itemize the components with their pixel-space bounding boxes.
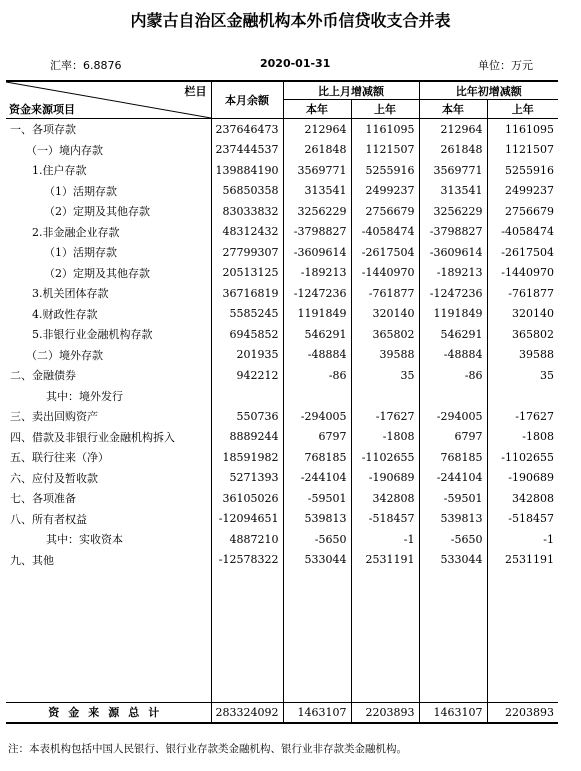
value-cell: -1102655	[487, 447, 558, 468]
value-cell: 6797	[283, 427, 351, 448]
unit-label: 单位：万元	[478, 59, 533, 72]
value-cell: -59501	[283, 488, 351, 509]
value-cell: 313541	[283, 181, 351, 202]
value-cell: -1440970	[351, 263, 419, 284]
table-row	[6, 345, 558, 366]
value-cell: -86	[283, 365, 351, 386]
table-row	[6, 468, 558, 489]
value-cell: -294005	[283, 406, 351, 427]
header-corner-bottom: 资金来源项目	[9, 103, 75, 116]
value-cell: 6797	[419, 427, 487, 448]
value-cell: 2499237	[351, 181, 419, 202]
header-group-year: 比年初增减额	[419, 81, 558, 100]
report-date: 2020-01-31	[260, 57, 331, 70]
value-cell: 2531191	[351, 550, 419, 571]
value-cell: 539813	[419, 509, 487, 530]
value-cell: 533044	[419, 550, 487, 571]
value-cell: 201935	[211, 345, 283, 366]
value-cell: -17627	[487, 406, 558, 427]
row-label: （2）定期及其他存款	[44, 205, 150, 219]
value-cell: -1808	[487, 427, 558, 448]
value-cell: 35	[487, 365, 558, 386]
table-row	[6, 427, 558, 448]
value-cell: -3609614	[283, 242, 351, 263]
value-cell: 768185	[419, 447, 487, 468]
row-label: 四、借款及非银行业金融机构拆入	[10, 430, 175, 444]
value-cell: 2756679	[351, 201, 419, 222]
value-cell: 212964	[419, 119, 487, 140]
value-cell: -189213	[419, 263, 487, 284]
row-label: （1）活期存款	[44, 246, 117, 260]
value-cell: 83033832	[211, 201, 283, 222]
value-cell: 3256229	[419, 201, 487, 222]
value-cell: 237646473	[211, 119, 283, 140]
value-cell: 313541	[419, 181, 487, 202]
value-cell: 1121507	[351, 140, 419, 161]
value-cell: -3798827	[283, 222, 351, 243]
value-cell	[419, 386, 487, 407]
value-cell: 342808	[487, 488, 558, 509]
row-label: 1.住户存款	[32, 164, 87, 178]
table-row	[6, 550, 558, 571]
value-cell: -190689	[351, 468, 419, 489]
header-this-year: 本年	[419, 100, 487, 119]
value-cell: 3256229	[283, 201, 351, 222]
value-cell: 2531191	[487, 550, 558, 571]
value-cell: 6945852	[211, 324, 283, 345]
value-cell: 539813	[283, 509, 351, 530]
value-cell: 5255916	[487, 160, 558, 181]
value-cell: -244104	[283, 468, 351, 489]
value-cell: -3609614	[419, 242, 487, 263]
value-cell: 261848	[419, 140, 487, 161]
value-cell: -1	[351, 529, 419, 550]
total-cell: 1463107	[283, 703, 351, 723]
table-row	[6, 509, 558, 530]
row-label: 3.机关团体存款	[32, 287, 109, 301]
value-cell: 320140	[487, 304, 558, 325]
value-cell: -12094651	[211, 509, 283, 530]
header-corner	[6, 81, 211, 119]
value-cell	[487, 386, 558, 407]
value-cell: 18591982	[211, 447, 283, 468]
credit-table	[6, 80, 558, 724]
value-cell: -5650	[419, 529, 487, 550]
value-cell: -761877	[487, 283, 558, 304]
value-cell: 365802	[487, 324, 558, 345]
value-cell: 942212	[211, 365, 283, 386]
value-cell: -17627	[351, 406, 419, 427]
row-label: 八、所有者权益	[10, 512, 87, 526]
header-corner-top: 栏目	[184, 85, 207, 98]
value-cell: -1	[487, 529, 558, 550]
value-cell: 20513125	[211, 263, 283, 284]
value-cell: 320140	[351, 304, 419, 325]
value-cell: -2617504	[351, 242, 419, 263]
value-cell: 550736	[211, 406, 283, 427]
header-last-year: 上年	[487, 100, 558, 119]
value-cell: -190689	[487, 468, 558, 489]
header-group-month: 比上月增减额	[283, 81, 419, 100]
table-row	[6, 201, 558, 222]
value-cell: 1161095	[487, 119, 558, 140]
value-cell	[351, 386, 419, 407]
value-cell: 2499237	[487, 181, 558, 202]
footnote: 注：本表机构包括中国人民银行、银行业存款类金融机构、银行业非存款类金融机构。	[8, 743, 407, 755]
table-row	[6, 181, 558, 202]
table-row	[6, 222, 558, 243]
value-cell: 3569771	[283, 160, 351, 181]
table-row	[6, 263, 558, 284]
table-row	[6, 447, 558, 468]
value-cell: -4058474	[351, 222, 419, 243]
value-cell: -1247236	[419, 283, 487, 304]
header-balance: 本月余额	[211, 81, 283, 119]
table-row	[6, 119, 558, 140]
table-row	[6, 529, 558, 550]
row-label: （1）活期存款	[44, 184, 117, 198]
value-cell: -1247236	[283, 283, 351, 304]
value-cell: 1161095	[351, 119, 419, 140]
row-label: 一、各项存款	[10, 123, 76, 137]
value-cell: 39588	[487, 345, 558, 366]
value-cell: -3798827	[419, 222, 487, 243]
value-cell: -59501	[419, 488, 487, 509]
table-body	[6, 119, 558, 571]
value-cell: 5585245	[211, 304, 283, 325]
row-label: 4.财政性存款	[32, 307, 98, 321]
value-cell: 56850358	[211, 181, 283, 202]
row-label: 其中：境外发行	[46, 389, 123, 403]
value-cell: 365802	[351, 324, 419, 345]
row-label: 七、各项准备	[10, 492, 76, 506]
value-cell: 768185	[283, 447, 351, 468]
value-cell: 39588	[351, 345, 419, 366]
value-cell: -518457	[487, 509, 558, 530]
value-cell: -189213	[283, 263, 351, 284]
value-cell: -1102655	[351, 447, 419, 468]
row-label: 其中：实收资本	[46, 533, 123, 547]
value-cell: 5271393	[211, 468, 283, 489]
value-cell: -48884	[419, 345, 487, 366]
value-cell: 27799307	[211, 242, 283, 263]
value-cell: 3569771	[419, 160, 487, 181]
total-cell: 2203893	[487, 703, 558, 723]
value-cell: 139884190	[211, 160, 283, 181]
value-cell: -1808	[351, 427, 419, 448]
table-row	[6, 386, 558, 407]
value-cell: -86	[419, 365, 487, 386]
value-cell: 1121507	[487, 140, 558, 161]
total-cell: 1463107	[419, 703, 487, 723]
value-cell: -244104	[419, 468, 487, 489]
exchange-rate: 汇率：6.8876	[50, 59, 122, 72]
table-row	[6, 242, 558, 263]
row-label: 2.非金融企业存款	[32, 225, 120, 239]
table-row	[6, 324, 558, 345]
value-cell: -12578322	[211, 550, 283, 571]
row-label: 三、卖出回购资产	[10, 410, 98, 424]
value-cell: 212964	[283, 119, 351, 140]
value-cell: -5650	[283, 529, 351, 550]
value-cell: -294005	[419, 406, 487, 427]
total-row	[6, 703, 558, 723]
row-label: （一）境内存款	[26, 143, 103, 157]
row-label: 5.非银行业金融机构存款	[32, 328, 153, 342]
value-cell: 546291	[283, 324, 351, 345]
report-title: 内蒙古自治区金融机构本外币信贷收支合并表	[130, 11, 451, 30]
table-row	[6, 160, 558, 181]
value-cell: -2617504	[487, 242, 558, 263]
row-label: （2）定期及其他存款	[44, 266, 150, 280]
total-label: 资金来源总计	[6, 703, 211, 723]
table-row	[6, 283, 558, 304]
value-cell: 2756679	[487, 201, 558, 222]
value-cell: -48884	[283, 345, 351, 366]
empty-space-row	[6, 570, 558, 703]
value-cell: 546291	[419, 324, 487, 345]
table-row	[6, 304, 558, 325]
row-label: 九、其他	[10, 553, 54, 567]
value-cell	[283, 386, 351, 407]
value-cell: 342808	[351, 488, 419, 509]
value-cell	[211, 386, 283, 407]
value-cell: 533044	[283, 550, 351, 571]
value-cell: 48312432	[211, 222, 283, 243]
value-cell: 4887210	[211, 529, 283, 550]
value-cell: 36716819	[211, 283, 283, 304]
value-cell: 8889244	[211, 427, 283, 448]
total-cell: 283324092	[211, 703, 283, 723]
value-cell: 35	[351, 365, 419, 386]
row-label: 五、联行往来（净）	[10, 451, 109, 465]
header-this-year: 本年	[283, 100, 351, 119]
value-cell: 1191849	[419, 304, 487, 325]
value-cell: 5255916	[351, 160, 419, 181]
value-cell: 36105026	[211, 488, 283, 509]
value-cell: 1191849	[283, 304, 351, 325]
value-cell: -4058474	[487, 222, 558, 243]
table-row	[6, 406, 558, 427]
value-cell: 237444537	[211, 140, 283, 161]
row-label: （二）境外存款	[26, 348, 103, 362]
row-label: 六、应付及暂收款	[10, 471, 98, 485]
value-cell: -761877	[351, 283, 419, 304]
table-row	[6, 140, 558, 161]
table-row	[6, 365, 558, 386]
value-cell: -1440970	[487, 263, 558, 284]
row-label: 二、金融债券	[10, 369, 76, 383]
table-row	[6, 488, 558, 509]
header-last-year: 上年	[351, 100, 419, 119]
value-cell: -518457	[351, 509, 419, 530]
total-cell: 2203893	[351, 703, 419, 723]
value-cell: 261848	[283, 140, 351, 161]
